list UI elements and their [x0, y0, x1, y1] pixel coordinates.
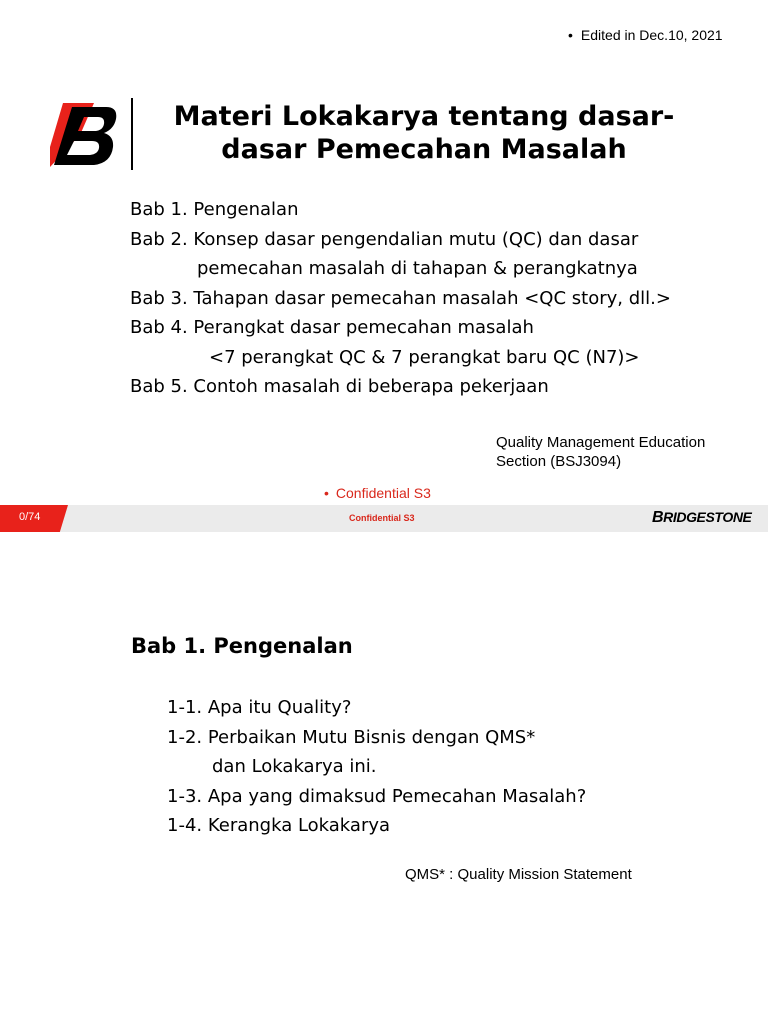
- brand-wordmark: [652, 509, 751, 527]
- section-list: [167, 693, 586, 841]
- list-item: 1-3. Apa yang dimaksud Pemecahan Masalah?: [167, 785, 587, 807]
- list-item: <7 perangkat QC & 7 perangkat baru QC (N7)>: [209, 346, 640, 368]
- edited-note-text: Edited in Dec.10, 2021: [580, 27, 723, 43]
- brand-wordmark-b: B: [652, 509, 664, 526]
- organization-label: [496, 433, 705, 471]
- title-divider: [131, 98, 133, 170]
- list-item: Bab 2. Konsep dasar pengendalian mutu (QC) dan dasar: [130, 228, 639, 250]
- list-item: 1-4. Kerangka Lokakarya: [167, 815, 391, 836]
- edited-note: [568, 27, 723, 43]
- list-item: 1-2. Perbaikan Mutu Bisnis dengan QMS*: [167, 726, 536, 748]
- list-item: pemecahan masalah di tahapan & perangkatnya: [197, 258, 638, 279]
- confidential-note-text: Confidential S3: [335, 485, 431, 501]
- slide-title-line-1: Materi Lokakarya tentang dasar-: [173, 101, 675, 132]
- slide-title-line-2: dasar Pemecahan Masalah: [221, 134, 627, 165]
- bullet-icon: •: [568, 27, 573, 43]
- organization-line-2: Section (BSJ3094): [496, 453, 622, 470]
- list-item: Bab 5. Contoh masalah di beberapa pekerjaan: [130, 376, 549, 397]
- confidential-note: [324, 485, 431, 501]
- footer-confidential: Confidential S3: [349, 513, 415, 523]
- brand-wordmark-rest: RIDGESTONE: [663, 509, 752, 525]
- bridgestone-b-logo-icon: [50, 103, 118, 167]
- bullet-icon: •: [324, 485, 329, 501]
- footnote: QMS* : Quality Mission Statement: [405, 866, 632, 883]
- page-number: 0/74: [19, 511, 41, 523]
- slide-title: [144, 100, 704, 166]
- list-item: Bab 3. Tahapan dasar pemecahan masalah <QC story, dll.>: [130, 287, 671, 309]
- list-item: Bab 4. Perangkat dasar pemecahan masalah: [130, 317, 534, 338]
- section-title: Bab 1. Pengenalan: [131, 634, 353, 658]
- list-item: Bab 1. Pengenalan: [130, 199, 299, 220]
- organization-line-1: Quality Management Education: [496, 434, 706, 451]
- chapter-list: [130, 195, 671, 402]
- list-item: 1-1. Apa itu Quality?: [167, 697, 352, 718]
- list-item: dan Lokakarya ini.: [212, 756, 377, 777]
